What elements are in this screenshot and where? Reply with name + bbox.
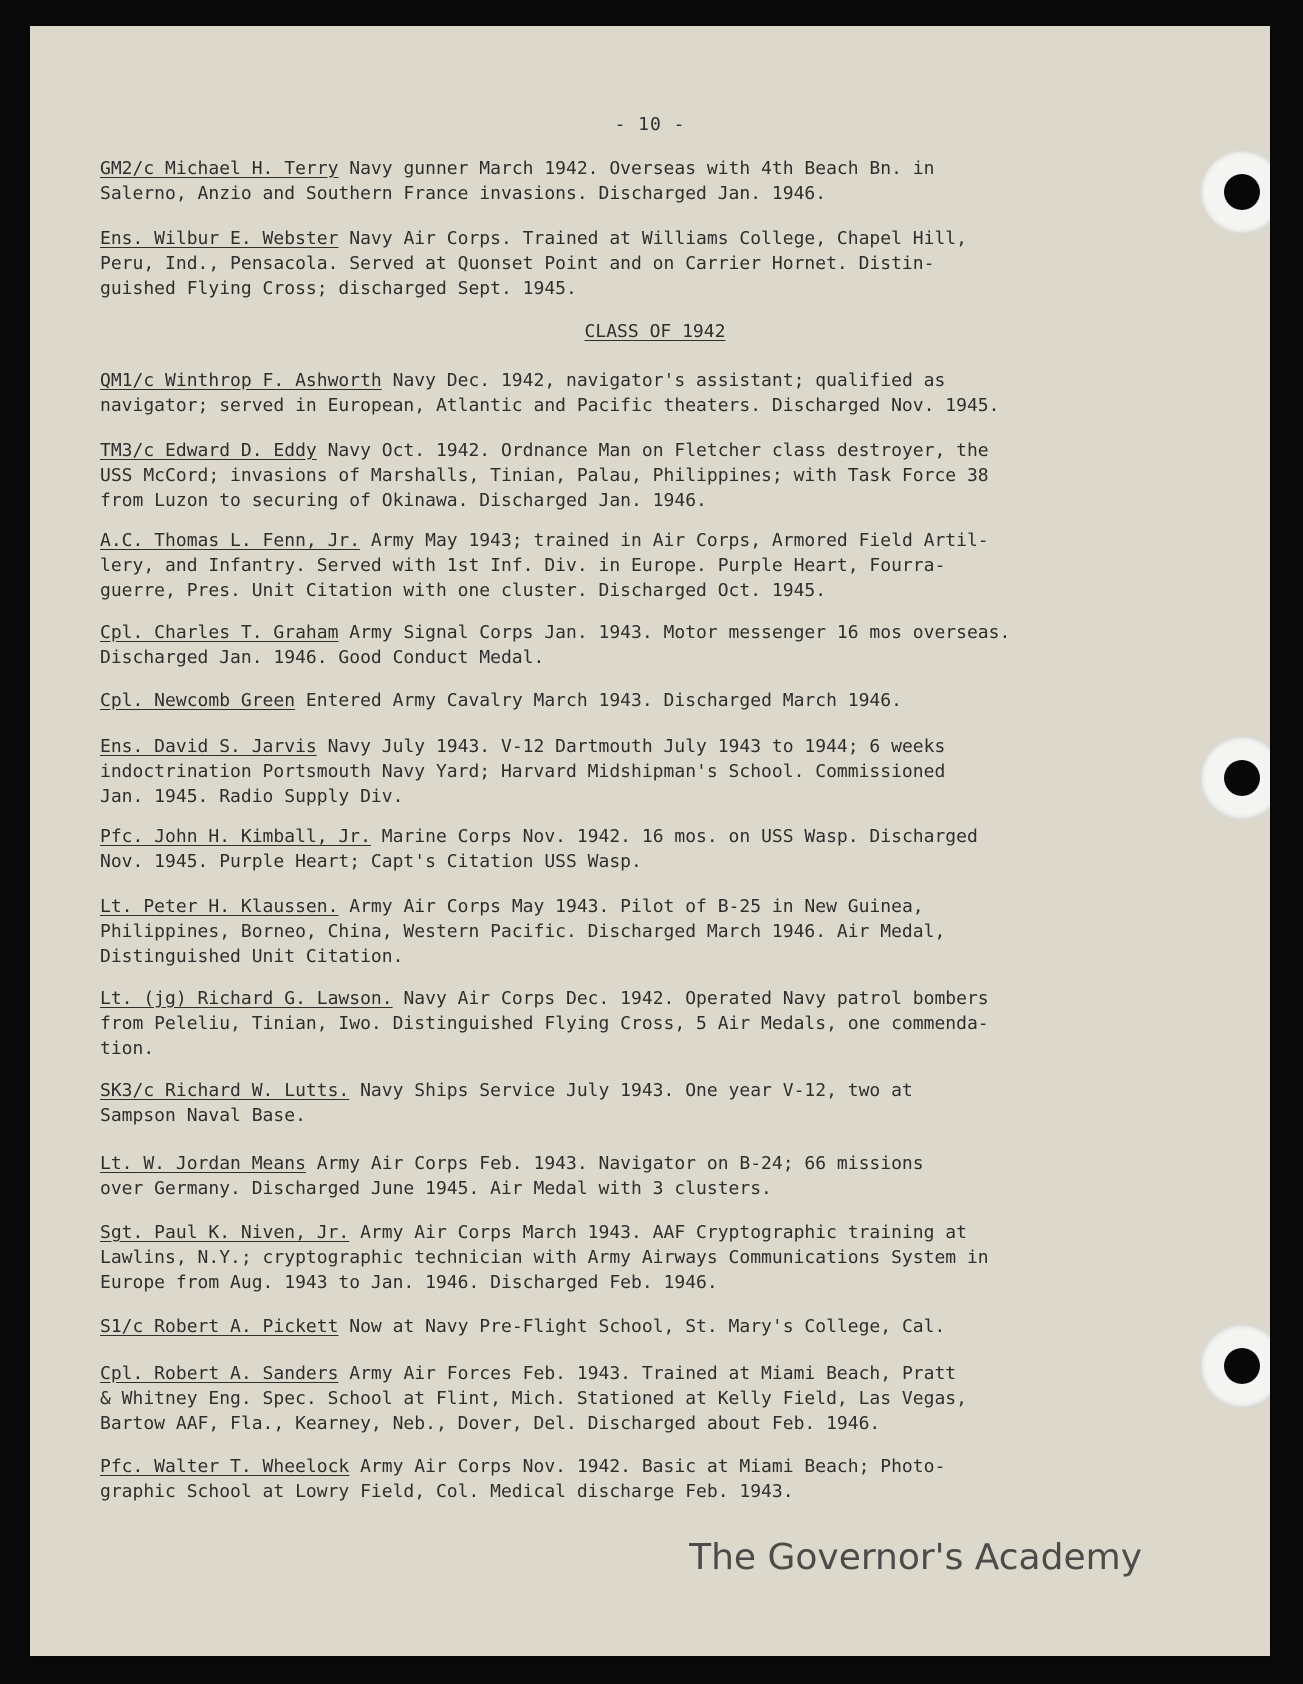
- entry-name: A.C. Thomas L. Fenn, Jr.: [100, 530, 361, 551]
- punch-hole-icon: [1200, 150, 1270, 234]
- entry-name: Ens. David S. Jarvis: [100, 736, 317, 757]
- list-item: [100, 894, 1210, 969]
- entry-name: Lt. (jg) Richard G. Lawson.: [100, 988, 393, 1009]
- entry-name: Pfc. Walter T. Wheelock: [100, 1456, 350, 1477]
- entry-name: Lt. W. Jordan Means: [100, 1153, 306, 1174]
- entry-text: Army Air Corps Nov. 1942. Basic at Miami Beach; Photo- graphic School at Lowry Field, Col. Medical discharge Feb. 1943.: [100, 1456, 946, 1502]
- entry-name: Sgt. Paul K. Niven, Jr.: [100, 1222, 350, 1243]
- list-item: [100, 986, 1210, 1061]
- entry-text: Navy Ships Service July 1943. One year V-12, two at Sampson Naval Base.: [100, 1080, 913, 1126]
- entry-text: Army Air Forces Feb. 1943. Trained at Miami Beach, Pratt & Whitney Eng. Spec. School at Flint, Mich. Stationed at Kelly Field, Las Vegas, Bartow AAF, Fla., Kearney, Neb., Dover, Del. Discharged about Feb. 1946.: [100, 1363, 967, 1434]
- entry-text: Navy Air Corps. Trained at Williams College, Chapel Hill, Peru, Ind., Pensacola. Served at Quonset Point and on Carrier Hornet. Distin- guished Flying Cross; discharged Sept. 1945.: [100, 228, 967, 299]
- entry-name: Cpl. Newcomb Green: [100, 690, 296, 711]
- entry-name: QM1/c Winthrop F. Ashworth: [100, 370, 382, 391]
- list-item: [100, 1314, 1210, 1339]
- entry-text: Army Air Corps May 1943. Pilot of B-25 in New Guinea, Philippines, Borneo, China, Western Pacific. Discharged March 1946. Air Medal, Distinguished Unit Citation.: [100, 896, 946, 967]
- watermark: The Governor's Academy: [689, 1537, 1142, 1578]
- list-item: [100, 368, 1210, 418]
- entry-name: Lt. Peter H. Klaussen.: [100, 896, 339, 917]
- section-heading: [100, 321, 1210, 342]
- entry-text: Navy Air Corps Dec. 1942. Operated Navy patrol bombers from Peleliu, Tinian, Iwo. Distinguished Flying Cross, 5 Air Medals, one commenda- tion.: [100, 988, 989, 1059]
- entry-text: Navy gunner March 1942. Overseas with 4th Beach Bn. in Salerno, Anzio and Southern France invasions. Discharged Jan. 1946.: [100, 158, 935, 204]
- list-item: [100, 734, 1210, 809]
- entry-text: Marine Corps Nov. 1942. 16 mos. on USS Wasp. Discharged Nov. 1945. Purple Heart; Capt's Citation USS Wasp.: [100, 826, 978, 872]
- list-item: [100, 438, 1210, 513]
- section-heading-text: CLASS OF 1942: [584, 321, 726, 342]
- entry-name: GM2/c Michael H. Terry: [100, 158, 339, 179]
- entry-name: S1/c Robert A. Pickett: [100, 1316, 339, 1337]
- entry-text: Army Signal Corps Jan. 1943. Motor messenger 16 mos overseas. Discharged Jan. 1946. Good Conduct Medal.: [100, 622, 1011, 668]
- list-item: [100, 1454, 1210, 1504]
- entry-name: Cpl. Charles T. Graham: [100, 622, 339, 643]
- punch-hole-icon: [1200, 736, 1270, 820]
- entry-name: Ens. Wilbur E. Webster: [100, 228, 339, 249]
- entry-text: Navy Oct. 1942. Ordnance Man on Fletcher class destroyer, the USS McCord; invasions of Marshalls, Tinian, Palau, Philippines; with Task Force 38 from Luzon to securing of Okinawa. Discharged Jan. 1946.: [100, 440, 989, 511]
- entry-text: Navy July 1943. V-12 Dartmouth July 1943 to 1944; 6 weeks indoctrination Portsmouth Navy Yard; Harvard Midshipman's School. Commissioned Jan. 1945. Radio Supply Div.: [100, 736, 946, 807]
- entry-text: Now at Navy Pre-Flight School, St. Mary's College, Cal.: [338, 1316, 946, 1337]
- entry-text: Army Air Corps Feb. 1943. Navigator on B-24; 66 missions over Germany. Discharged June 1945. Air Medal with 3 clusters.: [100, 1153, 924, 1199]
- list-item: [100, 1078, 1210, 1128]
- entry-text: Army May 1943; trained in Air Corps, Armored Field Artil- lery, and Infantry. Served with 1st Inf. Div. in Europe. Purple Heart, Fourra- guerre, Pres. Unit Citation with one cluster. Discharged Oct. 1945.: [100, 530, 989, 601]
- list-item: [100, 528, 1210, 603]
- entry-name: Cpl. Robert A. Sanders: [100, 1363, 339, 1384]
- entry-name: Pfc. John H. Kimball, Jr.: [100, 826, 371, 847]
- list-item: [100, 824, 1210, 874]
- list-item: [100, 226, 1210, 301]
- entry-text: Entered Army Cavalry March 1943. Discharged March 1946.: [295, 690, 902, 711]
- list-item: [100, 1220, 1210, 1295]
- entry-text: Navy Dec. 1942, navigator's assistant; qualified as navigator; served in European, Atlantic and Pacific theaters. Discharged Nov. 1945.: [100, 370, 1000, 416]
- entry-name: TM3/c Edward D. Eddy: [100, 440, 317, 461]
- list-item: [100, 688, 1210, 713]
- list-item: [100, 156, 1210, 206]
- entry-name: SK3/c Richard W. Lutts.: [100, 1080, 350, 1101]
- list-item: [100, 1361, 1210, 1436]
- list-item: [100, 620, 1210, 670]
- punch-hole-icon: [1200, 1324, 1270, 1408]
- entry-text: Army Air Corps March 1943. AAF Cryptographic training at Lawlins, N.Y.; cryptographic technician with Army Airways Communications System in Europe from Aug. 1943 to Jan. 1946. Discharged Feb. 1946.: [100, 1222, 989, 1293]
- list-item: [100, 1151, 1210, 1201]
- document-page: [30, 26, 1270, 1656]
- page-number: - 10 -: [614, 114, 686, 135]
